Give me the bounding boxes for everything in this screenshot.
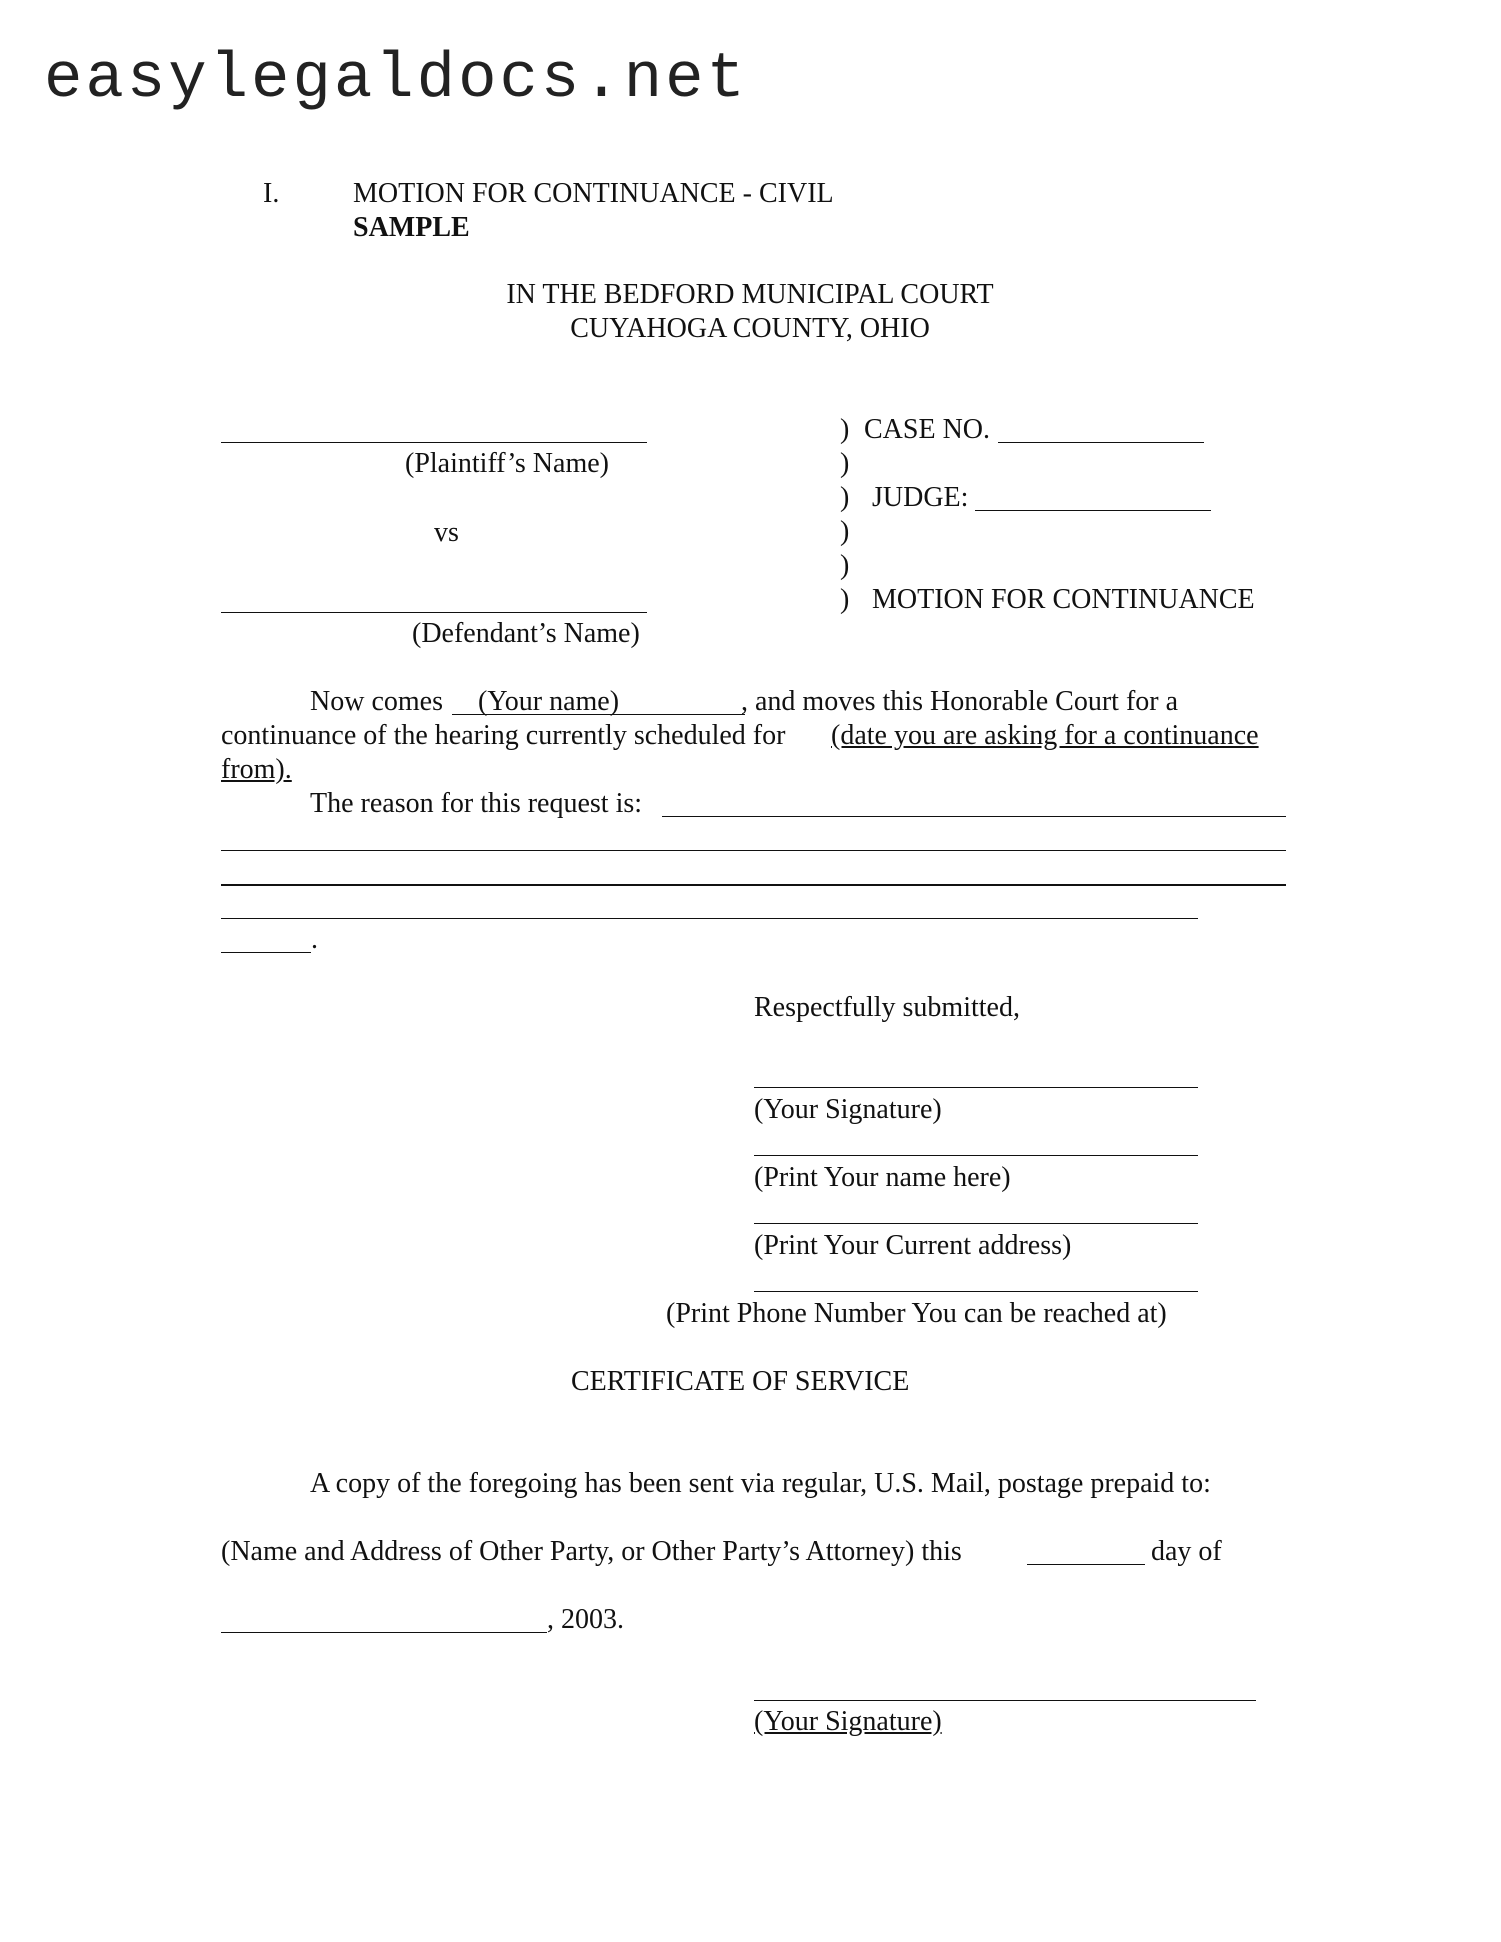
address-label: (Print Your Current address): [754, 1230, 1072, 1261]
reason-period: .: [311, 924, 318, 955]
reason-label: The reason for this request is:: [310, 788, 643, 819]
caption-paren: ): [840, 448, 850, 479]
month-line[interactable]: [221, 1632, 547, 1633]
court-county: CUYAHOGA COUNTY, OHIO: [570, 313, 930, 344]
print-name-label: (Print Your name here): [754, 1162, 1011, 1193]
phone-label: (Print Phone Number You can be reached at): [666, 1298, 1167, 1329]
certificate-signature-line[interactable]: [754, 1700, 1256, 1701]
caption-paren: ): [840, 414, 850, 445]
year-text: , 2003.: [547, 1604, 624, 1635]
defendant-label: (Defendant’s Name): [412, 618, 640, 649]
address-line[interactable]: [754, 1223, 1198, 1224]
signature-label: (Your Signature): [754, 1094, 942, 1125]
court-name: IN THE BEDFORD MUNICIPAL COURT: [506, 279, 994, 310]
plaintiff-name-line[interactable]: [221, 442, 647, 443]
certificate-signature-label: (Your Signature): [754, 1706, 942, 1737]
vs-label: vs: [434, 517, 459, 548]
reason-line[interactable]: [221, 850, 1286, 851]
section-numeral: I.: [263, 178, 280, 209]
certificate-text: A copy of the foregoing has been sent via regular, U.S. Mail, postage prepaid to:: [310, 1468, 1211, 1499]
caption-paren: ): [840, 550, 850, 581]
reason-line[interactable]: [221, 952, 311, 953]
reason-line[interactable]: [662, 816, 1286, 817]
print-name-line[interactable]: [754, 1155, 1198, 1156]
certificate-recipient: (Name and Address of Other Party, or Other Party’s Attorney) this: [221, 1536, 962, 1567]
your-name-field[interactable]: (Your name): [478, 686, 620, 717]
motion-label: MOTION FOR CONTINUANCE: [872, 584, 1255, 615]
day-line[interactable]: [1027, 1564, 1145, 1565]
caption-paren: ): [840, 482, 850, 513]
phone-line[interactable]: [754, 1291, 1198, 1292]
respectfully-submitted: Respectfully submitted,: [754, 992, 1020, 1023]
reason-line[interactable]: [221, 884, 1286, 886]
date-field[interactable]: (date you are asking for a continuance: [831, 720, 1259, 751]
now-comes-text: Now comes: [310, 686, 443, 717]
judge-label: JUDGE:: [872, 482, 969, 513]
moves-text: , and moves this Honorable Court for a: [741, 686, 1179, 717]
reason-line[interactable]: [221, 918, 1198, 919]
caption-paren: ): [840, 584, 850, 615]
case-number-label: CASE NO.: [864, 414, 991, 445]
date-field-cont: from).: [221, 754, 292, 785]
judge-line[interactable]: [975, 510, 1211, 511]
certificate-title: CERTIFICATE OF SERVICE: [571, 1366, 910, 1397]
document-title: MOTION FOR CONTINUANCE - CIVIL: [353, 178, 834, 209]
caption-paren: ): [840, 516, 850, 547]
case-number-line[interactable]: [998, 442, 1204, 443]
day-of-text: day of: [1151, 1536, 1222, 1567]
plaintiff-label: (Plaintiff’s Name): [405, 448, 609, 479]
continuance-text: continuance of the hearing currently scheduled for: [221, 720, 786, 751]
site-watermark: easylegaldocs.net: [44, 44, 748, 116]
defendant-name-line[interactable]: [221, 612, 647, 613]
signature-line[interactable]: [754, 1087, 1198, 1088]
sample-label: SAMPLE: [353, 212, 470, 243]
